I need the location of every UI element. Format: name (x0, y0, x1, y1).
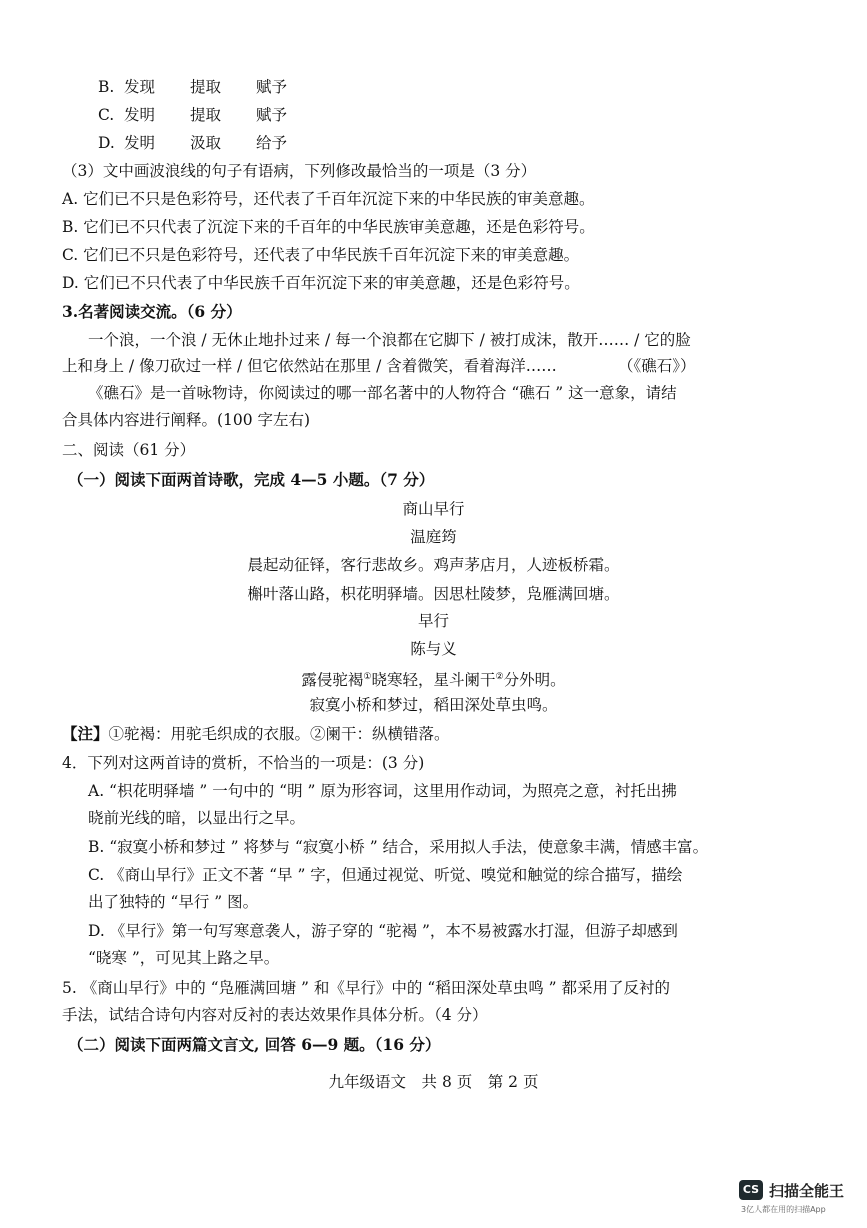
q4-option-a-line-2: 晓前光线的暗，以显出行之早。 (88, 809, 306, 827)
q3-option-c: C. 它们已不只是色彩符号，还代表了中华民族千百年沉淀下来的审美意趣。 (62, 246, 580, 264)
q4-option-b: B. “寂寞小桥和梦过 ” 将梦与 “寂寞小桥 ” 结合，采用拟人手法，使意象丰满，情感丰富。 (88, 838, 709, 856)
question-5-line-2: 手法，试结合诗句内容对反衬的表达效果作具体分析。（4 分） (62, 1006, 488, 1024)
scanner-tagline: 3亿人都在用的扫描App (741, 1205, 826, 1214)
scanner-logo-icon: CS (739, 1180, 763, 1200)
q4-option-c-line-2: 出了独特的 “早行 ” 图。 (88, 893, 259, 911)
scanner-watermark (739, 1176, 849, 1220)
question-5-line-1: 5. 《商山早行》中的 “凫雁满回塘 ” 和《早行》中的 “稻田深处草虫鸣 ” 都采用了反衬的 (62, 979, 670, 997)
section-title-classics: 3.名著阅读交流。（6 分） (62, 302, 242, 321)
poem-1-line-1: 晨起动征铎，客行悲故乡。鸡声茅店月，人迹板桥霜。 (247, 556, 620, 574)
part-1-title: （一）阅读下面两首诗歌，完成 4—5 小题。（7 分） (68, 470, 435, 489)
question-4-stem: 4．下列对这两首诗的赏析，不恰当的一项是：(3 分) (62, 754, 425, 772)
prompt-line-1: 《礁石》是一首咏物诗，你阅读过的哪一部名著中的人物符合 “礁石 ” 这一意象，请结 (88, 384, 677, 402)
option-c: C. 发明 提取 赋予 (98, 106, 288, 124)
poem-1-line-2: 槲叶落山路，枳花明驿墙。因思杜陵梦，凫雁满回塘。 (247, 585, 620, 603)
poem-1-author: 温庭筠 (410, 528, 457, 546)
option-d: D. 发明 汲取 给予 (98, 134, 288, 152)
q3-option-a: A. 它们已不只是色彩符号，还代表了千百年沉淀下来的中华民族的审美意趣。 (62, 190, 595, 208)
part-2-title: （二）阅读下面两篇文言文, 回答 6—9 题。（16 分） (68, 1035, 441, 1054)
q3-option-d: D. 它们已不只代表了中华民族千百年沉淀下来的审美意趣，还是色彩符号。 (62, 274, 580, 292)
option-b: B. 发现 提取 赋予 (98, 78, 288, 96)
q4-option-c-line-1: C. 《商山早行》正文不著 “早 ” 字，但通过视觉、听觉、嗅觉和触觉的综合描写，描绘 (88, 866, 683, 884)
poem-2-line-2: 寂寞小桥和梦过，稻田深处草虫鸣。 (309, 696, 558, 714)
poem-1-title: 商山早行 (402, 500, 465, 518)
prompt-line-2: 合具体内容进行阐释。(100 字左右) (62, 411, 311, 429)
q4-option-d-line-2: “晓寒 ”，可见其上路之早。 (88, 949, 280, 967)
annotation: 【注】①驼褐：用驼毛织成的衣服。②阑干：纵横错落。 (62, 724, 450, 743)
poem-excerpt-line-2: 上和身上 / 像刀砍过一样 / 但它依然站在那里 / 含着微笑，看着海洋…… (62, 357, 557, 375)
q4-option-a-line-1: A. “枳花明驿墙 ” 一句中的 “明 ” 原为形容词，这里用作动词，为照亮之意，衬托出拂 (88, 782, 677, 800)
poem-2-author: 陈与义 (410, 640, 457, 658)
poem-source: （《礁石》） (618, 357, 696, 375)
section-2-title: 二、阅读（61 分） (62, 441, 196, 459)
scanner-app-name: 扫描全能王 (769, 1182, 845, 1200)
question-3-stem: （3）文中画波浪线的句子有语病，下列修改最恰当的一项是（3 分） (62, 162, 537, 180)
page-footer: 九年级语文 共 8 页 第 2 页 (328, 1073, 539, 1091)
poem-2-line-1: 露侵驼褐①晓寒轻，星斗阑干②分外明。 (301, 671, 566, 690)
poem-2-title: 早行 (417, 612, 449, 630)
q4-option-d-line-1: D. 《早行》第一句写寒意袭人，游子穿的 “驼褐 ”，本不易被露水打湿，但游子却感到 (88, 922, 678, 940)
poem-excerpt-line-1: 一个浪，一个浪 / 无休止地扑过来 / 每一个浪都在它脚下 / 被打成沫，散开…… / 它的脸 (88, 331, 691, 349)
q3-option-b: B. 它们已不只代表了沉淀下来的千百年的中华民族审美意趣，还是色彩符号。 (62, 218, 595, 236)
